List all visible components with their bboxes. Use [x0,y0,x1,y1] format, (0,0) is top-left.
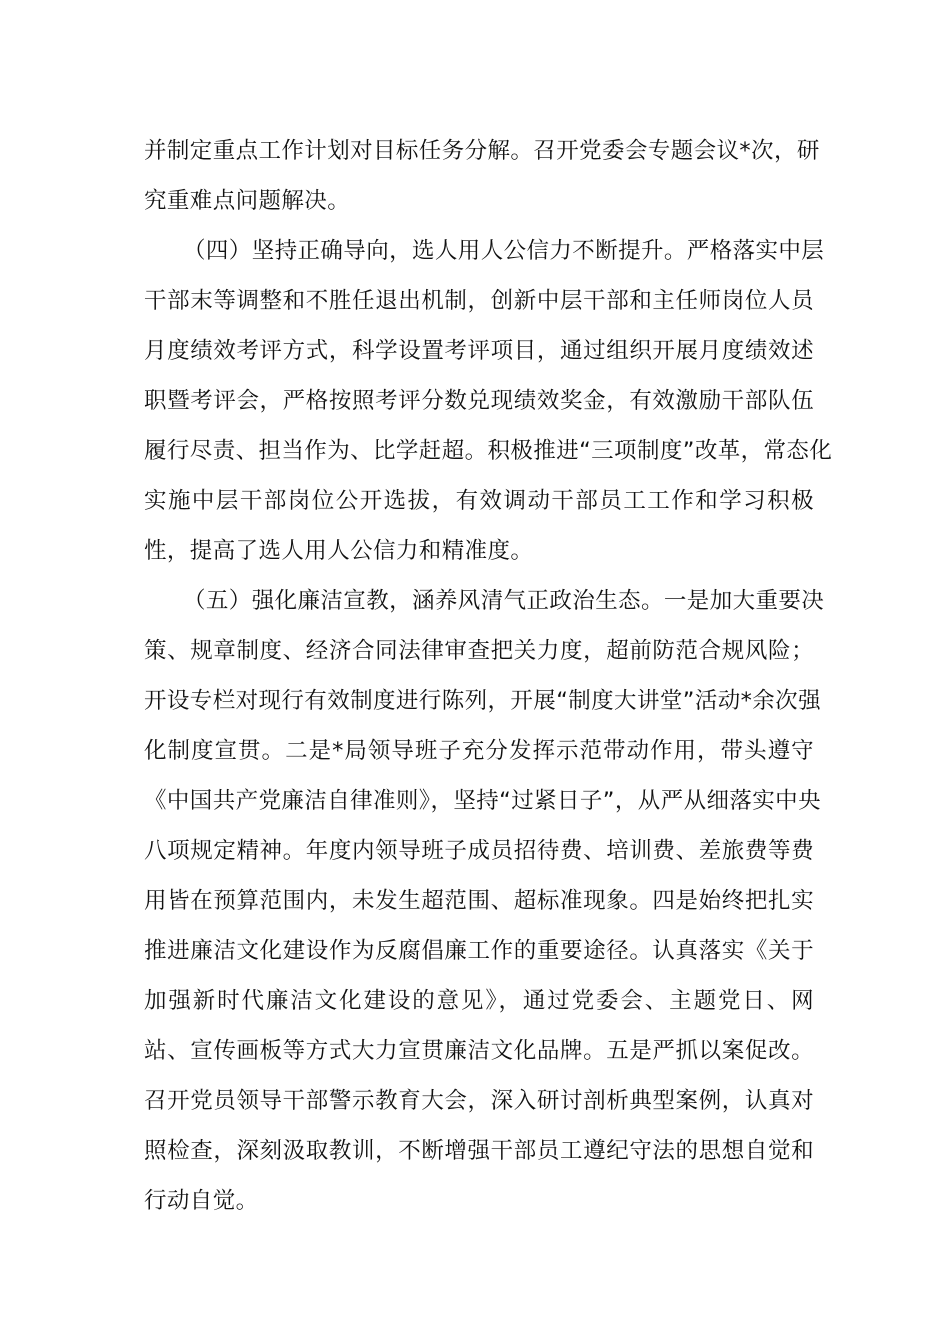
text-line: 加强新时代廉洁文化建设的意见》，通过党委会、主题党日、网 [144,988,814,1014]
text-line: 行动自觉。 [144,1188,259,1214]
text-line: 并制定重点工作计划对目标任务分解。召开党委会专题会议*次，研 [144,138,820,164]
text-line: 八项规定精神。年度内领导班子成员招待费、培训费、差旅费等费 [144,838,814,864]
text-line: 用皆在预算范围内，未发生超范围、超标准现象。四是始终把扎实 [144,888,814,914]
text-line: 性，提高了选人用人公信力和精准度。 [144,538,534,564]
text-line: 《中国共产党廉洁自律准则》，坚持“过紧日子”，从严从细落实中央 [144,788,821,814]
text-line: 站、宣传画板等方式大力宣贯廉洁文化品牌。五是严抓以案促改。 [144,1038,814,1064]
text-line: 职暨考评会，严格按照考评分数兑现绩效奖金，有效激励干部队伍 [144,388,814,414]
text-line: 实施中层干部岗位公开选拔，有效调动干部员工工作和学习积极 [144,488,814,514]
text-line: 推进廉洁文化建设作为反腐倡廉工作的重要途径。认真落实《关于 [144,938,814,964]
paragraph-heading-5: （五）强化廉洁宣教，涵养风清气正政治生态。一是加大重要决 [183,588,825,614]
text-line: 策、规章制度、经济合同法律审查把关力度，超前防范合规风险； [144,638,814,664]
text-line: 履行尽责、担当作为、比学赶超。积极推进“三项制度”改革，常态化 [144,438,833,464]
text-line: 究重难点问题解决。 [144,188,351,214]
text-line: 干部末等调整和不胜任退出机制，创新中层干部和主任师岗位人员 [144,288,814,314]
paragraph-heading-4: （四）坚持正确导向，选人用人公信力不断提升。严格落实中层 [183,238,825,264]
text-line: 照检查，深刻汲取教训，不断增强干部员工遵纪守法的思想自觉和 [144,1138,814,1164]
text-line: 召开党员领导干部警示教育大会，深入研讨剖析典型案例，认真对 [144,1088,814,1114]
text-line: 化制度宣贯。二是*局领导班子充分发挥示范带动作用，带头遵守 [144,738,814,764]
text-line: 月度绩效考评方式，科学设置考评项目，通过组织开展月度绩效述 [144,338,814,364]
text-line: 开设专栏对现行有效制度进行陈列，开展“制度大讲堂”活动*余次强 [144,688,821,714]
